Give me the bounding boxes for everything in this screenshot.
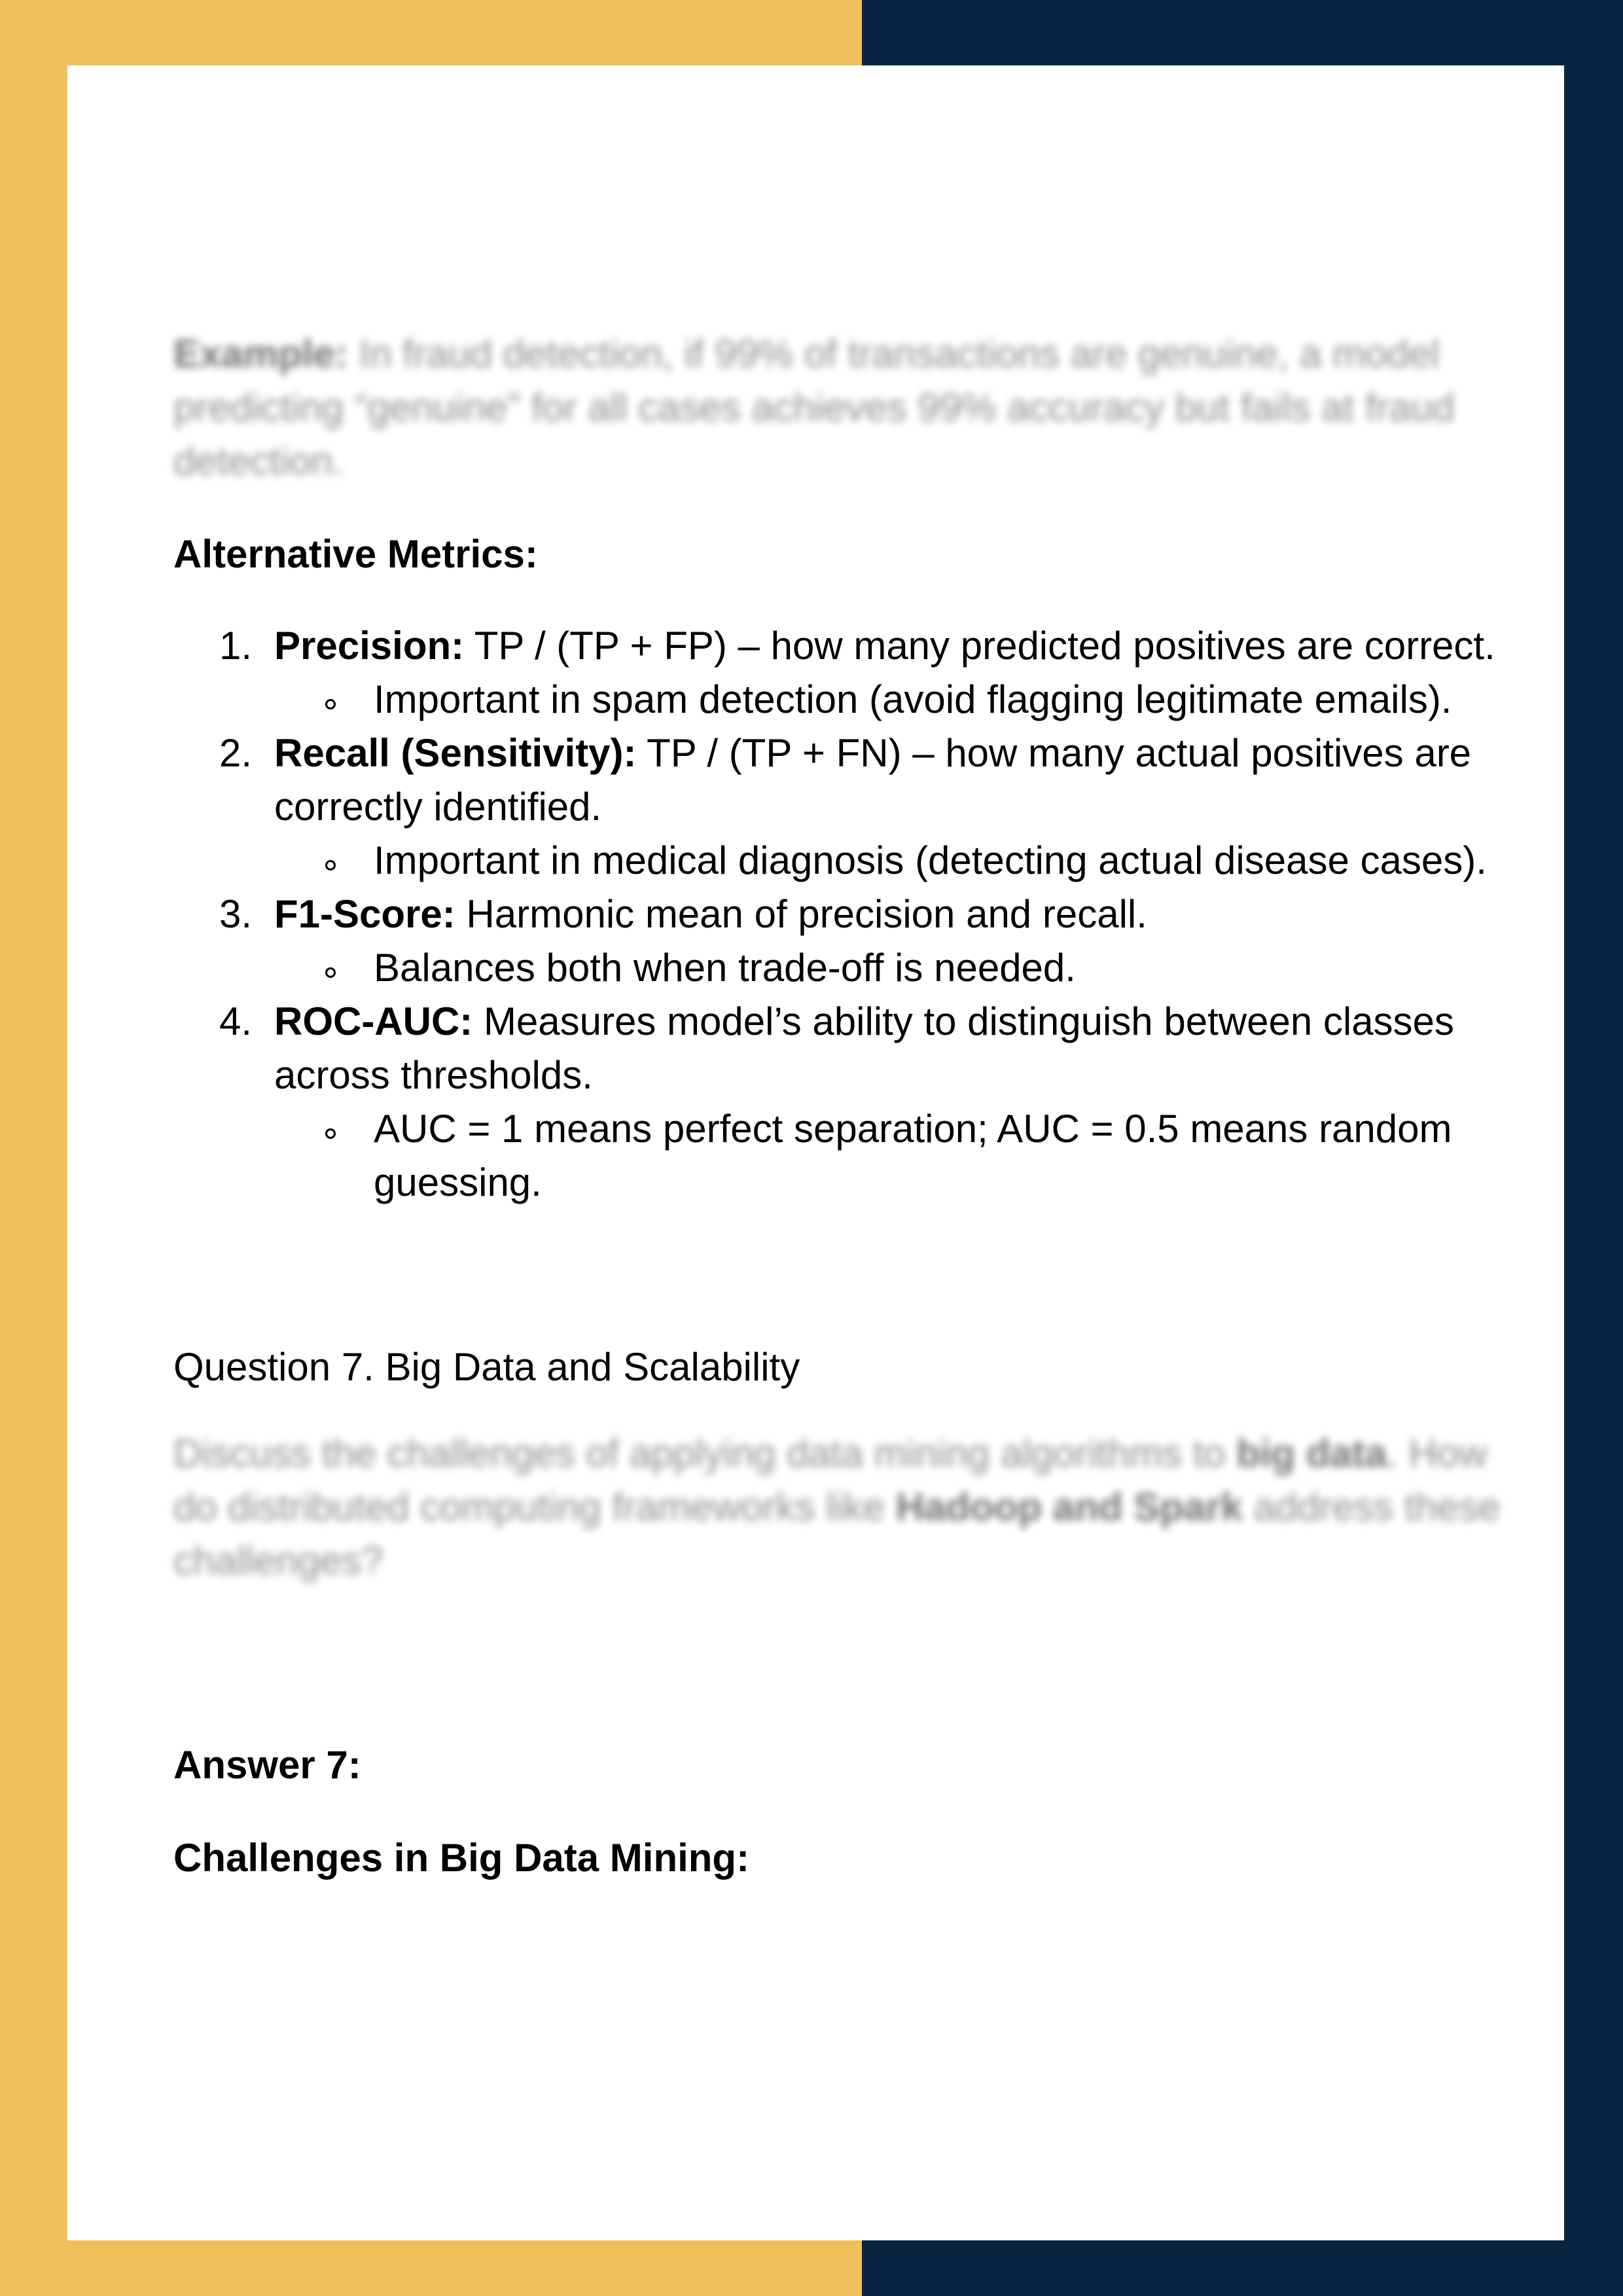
- question-text-part: address these challenges?: [173, 1485, 1501, 1583]
- sub-item-text: Balances both when trade-off is needed.: [374, 946, 1076, 990]
- metric-item-f1-score: [173, 888, 1535, 995]
- sub-list-item: [274, 1102, 1535, 1210]
- circle-bullet-icon: [325, 1128, 336, 1139]
- metric-item-recall: [173, 726, 1535, 888]
- question-body: [173, 1427, 1535, 1588]
- document-page: [67, 65, 1564, 2240]
- metric-term: ROC-AUC:: [274, 999, 473, 1043]
- sub-list: [274, 673, 1535, 726]
- metrics-list: [173, 619, 1535, 1210]
- sub-list-item: [274, 834, 1535, 888]
- metric-text: Measures model’s ability to distinguish between classes across thresholds.: [274, 999, 1454, 1097]
- list-number: 1.: [219, 624, 253, 668]
- metric-term: Precision:: [274, 624, 465, 668]
- challenges-heading: Challenges in Big Data Mining:: [173, 1836, 750, 1880]
- question-text-part: Discuss the challenges of applying data mining algorithms to: [173, 1431, 1237, 1475]
- metric-item-precision: [173, 619, 1535, 726]
- sub-list: [274, 1102, 1535, 1210]
- sub-list: [274, 834, 1535, 888]
- question-bold-term: Hadoop and Spark: [895, 1485, 1243, 1529]
- sub-item-text: AUC = 1 means perfect separation; AUC = 0.5 means random guessing.: [374, 1107, 1452, 1204]
- metric-text: TP / (TP + FP) – how many predicted positives are correct.: [464, 624, 1495, 668]
- question-bold-term: big data: [1236, 1431, 1387, 1475]
- question-text-part: . How do distributed computing frameworks like: [173, 1431, 1488, 1529]
- metric-item-roc-auc: [173, 995, 1535, 1210]
- sub-item-text: Important in spam detection (avoid flagging legitimate emails).: [374, 677, 1452, 721]
- sub-list-item: [274, 941, 1535, 995]
- metric-term: F1-Score:: [274, 892, 455, 936]
- example-text: In fraud detection, if 99% of transactions are genuine, a model predicting “genuine” for all cases achieves 99% accuracy but fails at fraud detection.: [173, 332, 1455, 483]
- sub-list-item: [274, 673, 1535, 726]
- circle-bullet-icon: [325, 860, 336, 870]
- metric-text: Harmonic mean of precision and recall.: [455, 892, 1147, 936]
- circle-bullet-icon: [325, 699, 336, 709]
- sub-list: [274, 941, 1535, 995]
- circle-bullet-icon: [325, 967, 336, 978]
- sub-item-text: Important in medical diagnosis (detecting actual disease cases).: [374, 838, 1487, 882]
- list-number: 3.: [219, 892, 253, 936]
- alternative-metrics-heading: Alternative Metrics:: [173, 532, 538, 576]
- example-paragraph: [173, 327, 1535, 488]
- list-number: 2.: [219, 731, 253, 775]
- example-label: Example:: [173, 332, 348, 376]
- document-content: [173, 262, 1535, 1885]
- metric-text: TP / (TP + FN) – how many actual positives are correctly identified.: [274, 731, 1472, 829]
- list-number: 4.: [219, 999, 253, 1043]
- question-title: Question 7. Big Data and Scalability: [173, 1345, 800, 1389]
- metric-term: Recall (Sensitivity):: [274, 731, 637, 775]
- answer-heading: Answer 7:: [173, 1743, 361, 1787]
